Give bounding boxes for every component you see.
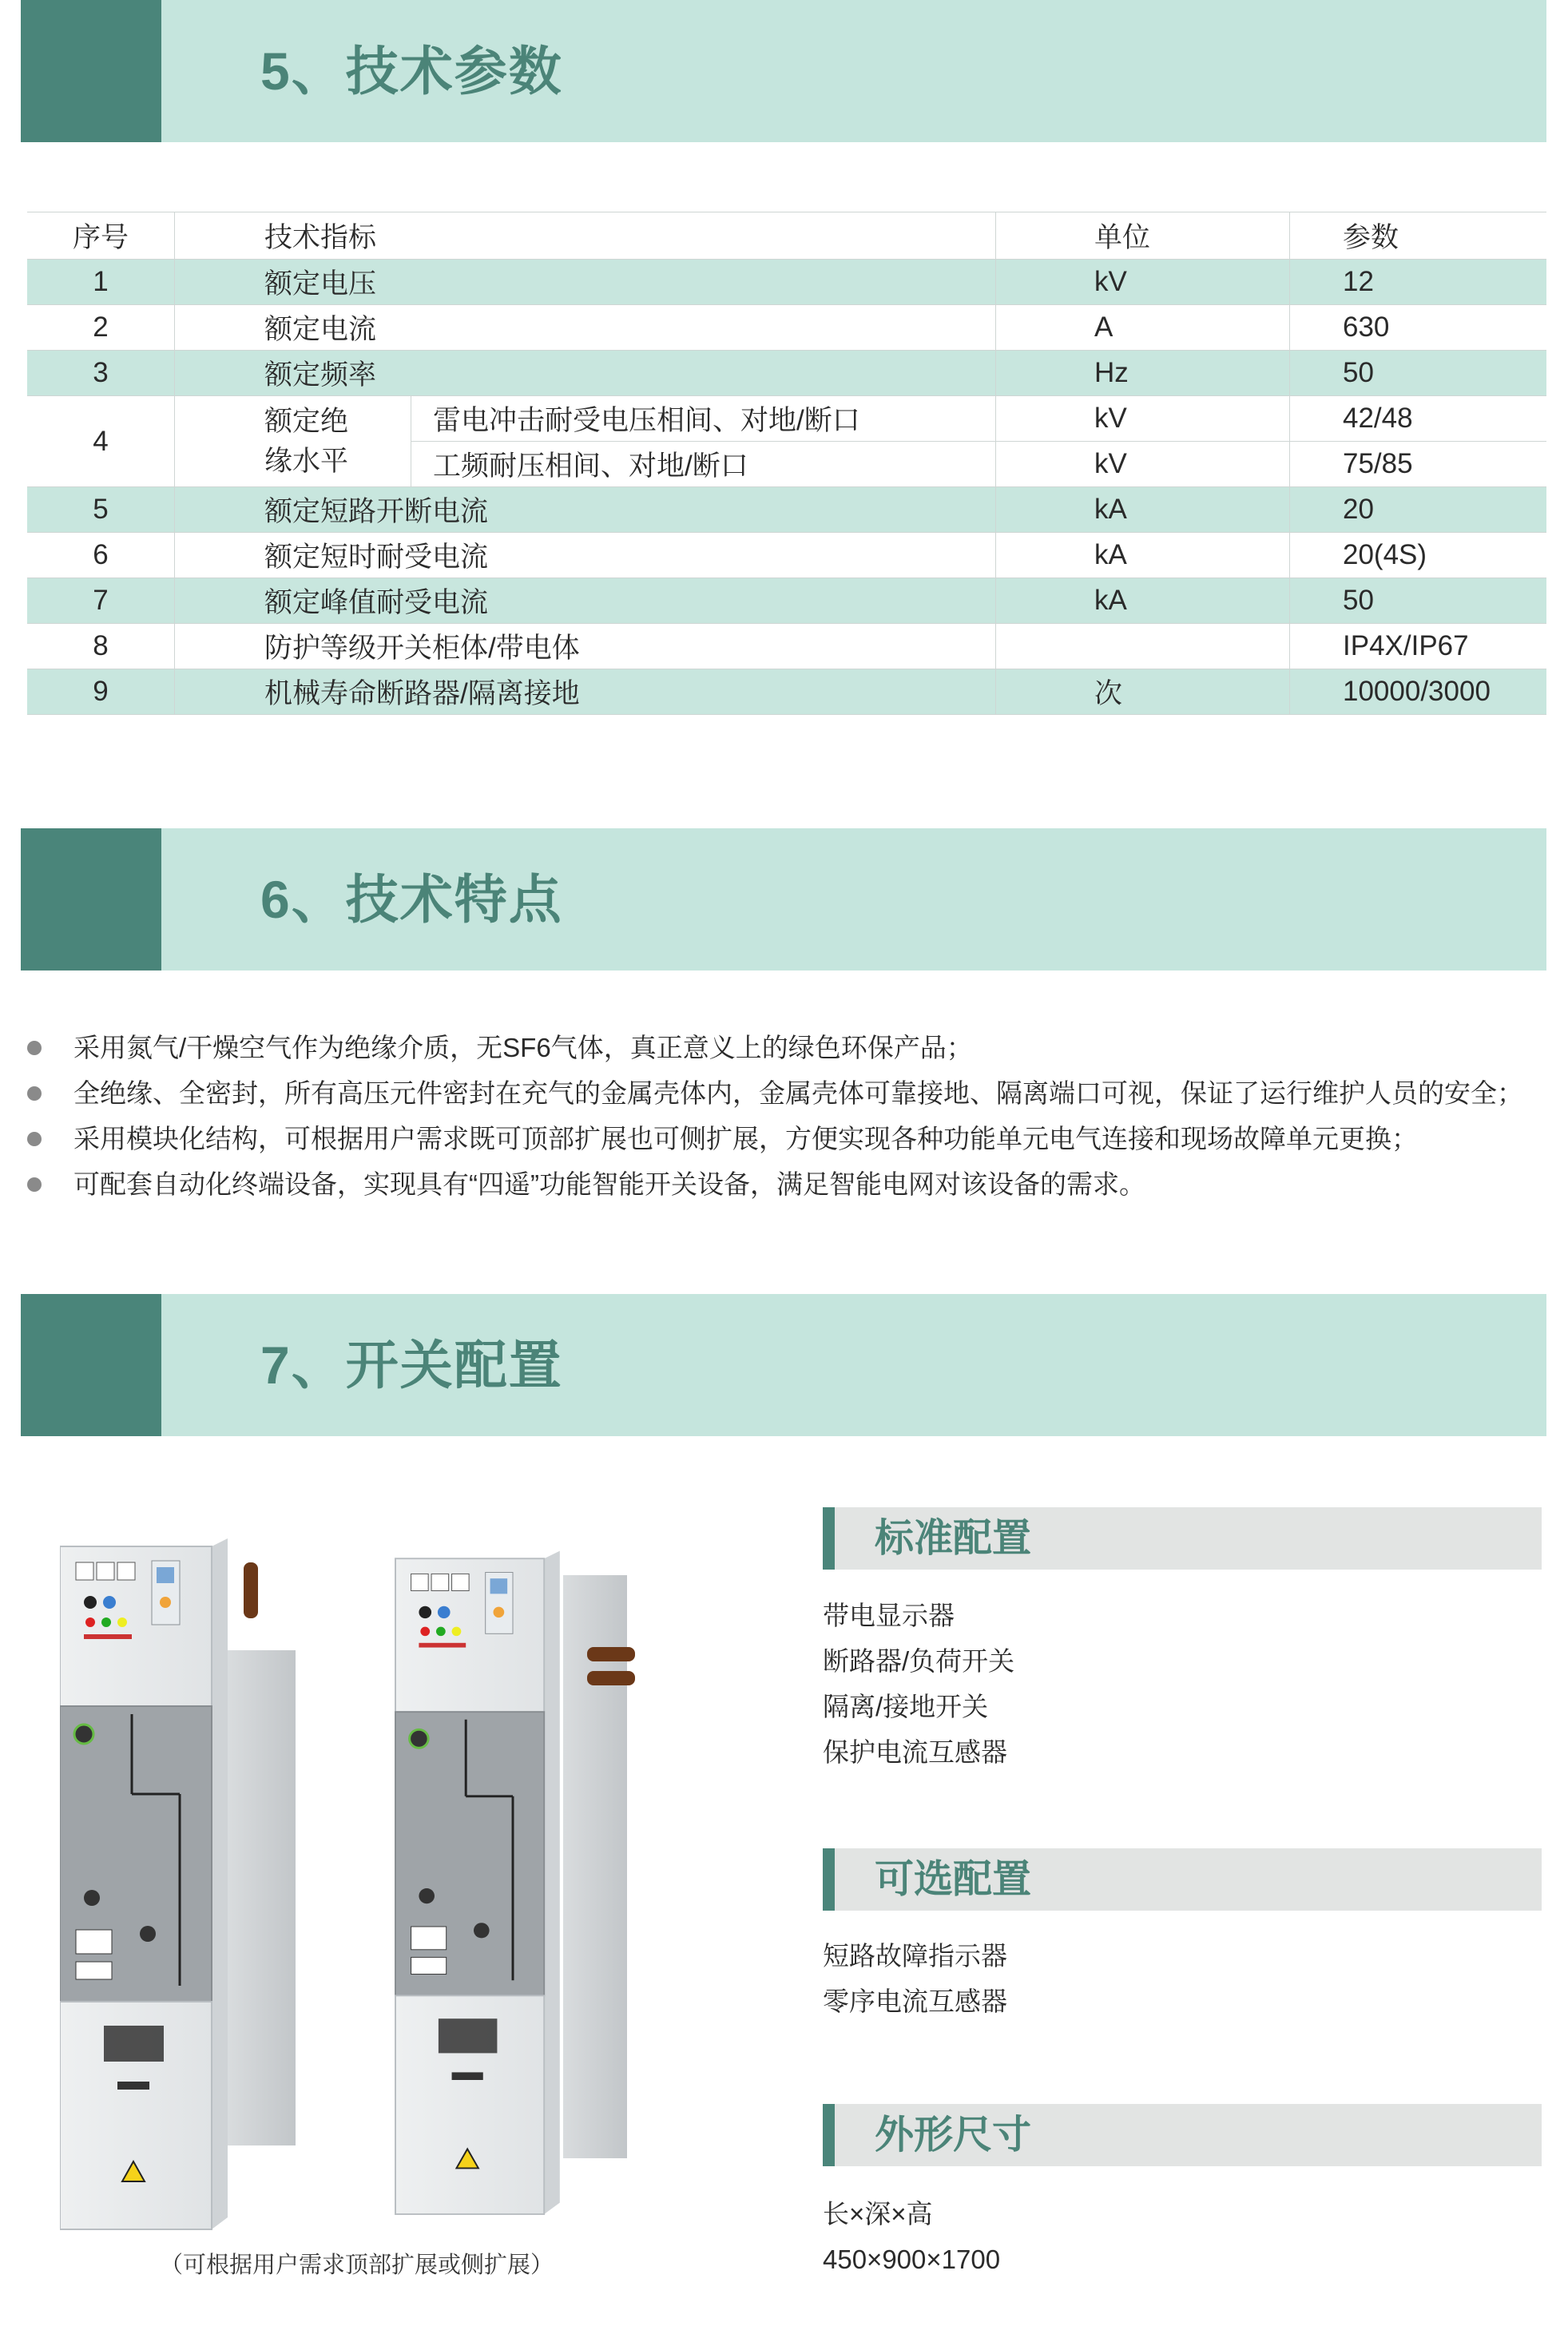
dimensions-title: 外形尺寸 (875, 2114, 1032, 2157)
optional-config-title: 可选配置 (875, 1858, 1032, 1901)
header-accent-block (21, 0, 161, 142)
row-unit: kV (996, 260, 1290, 305)
list-item (27, 1116, 1553, 1161)
section-7-title: 7、开关配置 (260, 1336, 563, 1395)
row-value: 50 (1290, 578, 1547, 624)
table-row (27, 487, 1546, 533)
row-value: 75/85 (1290, 442, 1547, 487)
table-row (27, 533, 1546, 578)
tech-params-table (27, 212, 1546, 715)
row-value: 20(4S) (1290, 533, 1547, 578)
dimensions-header (823, 2104, 1542, 2166)
feature-text: 采用模块化结构，可根据用户需求既可顶部扩展也可侧扩展，方便实现各种功能单元电气连接和现场故障单元更换； (73, 1124, 1418, 1153)
image-caption: （可根据用户需求顶部扩展或侧扩展） (160, 2253, 554, 2278)
dimensions-value: 450×900×1700 (823, 2245, 1001, 2274)
insulation-label-line2: 缘水平 (264, 445, 349, 477)
standard-config-list (823, 1593, 1014, 1775)
row-indicator-insulation (175, 396, 411, 487)
row-indicator: 额定短路开断电流 (175, 487, 996, 533)
standard-config-title: 标准配置 (875, 1517, 1032, 1560)
section-5-title: 5、技术参数 (260, 42, 563, 101)
table-row (27, 351, 1546, 396)
row-unit: Hz (996, 351, 1290, 396)
row-no: 5 (27, 487, 175, 533)
row-indicator: 额定峰值耐受电流 (175, 578, 996, 624)
row-unit: kV (996, 396, 1290, 442)
section-7-header (21, 1294, 1546, 1436)
dimensions-list (823, 2191, 1000, 2282)
row-no: 3 (27, 351, 175, 396)
switchgear-cabinets-image (60, 1519, 683, 2230)
dimensions-label: 长×深×高 (823, 2199, 933, 2229)
feature-text: 全绝缘、全密封，所有高压元件密封在充气的金属壳体内，金属壳体可靠接地、隔离端口可视，保证了运行维护人员的安全； (73, 1078, 1523, 1108)
row-indicator: 机械寿命断路器/隔离接地 (175, 669, 996, 715)
row-unit: kA (996, 578, 1290, 624)
header-value: 参数 (1290, 212, 1547, 260)
table-row (27, 305, 1546, 351)
row-unit: 次 (996, 669, 1290, 715)
list-item: 保护电流互感器 (823, 1737, 1007, 1767)
list-item (27, 1161, 1553, 1207)
standard-config-header (823, 1507, 1542, 1570)
row-no: 7 (27, 578, 175, 624)
row-no: 4 (27, 396, 175, 487)
table-row (27, 260, 1546, 305)
header-no: 序号 (27, 212, 175, 260)
row-unit: kV (996, 442, 1290, 487)
list-item: 断路器/负荷开关 (823, 1646, 1015, 1676)
header-accent-block (21, 828, 161, 970)
section-6-title: 6、技术特点 (260, 870, 563, 929)
row-value: 630 (1290, 305, 1547, 351)
list-item: 短路故障指示器 (823, 1941, 1007, 1971)
optional-config-list (823, 1933, 1007, 2024)
row-value: 20 (1290, 487, 1547, 533)
row-no: 9 (27, 669, 175, 715)
row-no: 6 (27, 533, 175, 578)
row-unit: A (996, 305, 1290, 351)
section-6-header (21, 828, 1546, 970)
list-item: 带电显示器 (823, 1601, 955, 1630)
config-accent-bar (823, 1507, 835, 1570)
bullet-icon (27, 1041, 42, 1055)
list-item (27, 1070, 1553, 1116)
bullet-icon (27, 1177, 42, 1192)
bullet-icon (27, 1086, 42, 1101)
table-row (27, 624, 1546, 669)
list-item (27, 1025, 1553, 1070)
row-value: IP4X/IP67 (1290, 624, 1547, 669)
row-value: 42/48 (1290, 396, 1547, 442)
row-sub-indicator: 雷电冲击耐受电压相间、对地/断口 (411, 396, 996, 442)
table-row (27, 578, 1546, 624)
row-value: 50 (1290, 351, 1547, 396)
row-value: 10000/3000 (1290, 669, 1547, 715)
section-5-header (21, 0, 1546, 142)
header-accent-block (21, 1294, 161, 1436)
table-row (27, 396, 1546, 442)
row-value: 12 (1290, 260, 1547, 305)
row-indicator: 防护等级开关柜体/带电体 (175, 624, 996, 669)
list-item: 隔离/接地开关 (823, 1692, 989, 1721)
features-list (27, 1025, 1553, 1207)
row-no: 2 (27, 305, 175, 351)
table-row (27, 669, 1546, 715)
row-indicator: 额定电流 (175, 305, 996, 351)
optional-config-header (823, 1848, 1542, 1911)
row-unit (996, 624, 1290, 669)
header-indicator: 技术指标 (175, 212, 996, 260)
insulation-label-line1: 额定绝 (264, 405, 349, 437)
list-item: 零序电流互感器 (823, 1987, 1007, 2016)
bullet-icon (27, 1132, 42, 1146)
row-indicator: 额定频率 (175, 351, 996, 396)
feature-text: 可配套自动化终端设备，实现具有“四遥”功能智能开关设备，满足智能电网对该设备的需求。 (73, 1169, 1145, 1199)
header-unit: 单位 (996, 212, 1290, 260)
config-accent-bar (823, 1848, 835, 1911)
feature-text: 采用氮气/干燥空气作为绝缘介质，无SF6气体，真正意义上的绿色环保产品； (73, 1033, 973, 1062)
table-header-row (27, 212, 1546, 260)
row-indicator: 额定短时耐受电流 (175, 533, 996, 578)
row-indicator: 额定电压 (175, 260, 996, 305)
row-no: 8 (27, 624, 175, 669)
row-unit: kA (996, 533, 1290, 578)
switchgear-illustration (60, 1519, 683, 2230)
row-sub-indicator: 工频耐压相间、对地/断口 (411, 442, 996, 487)
config-accent-bar (823, 2104, 835, 2166)
row-no: 1 (27, 260, 175, 305)
row-unit: kA (996, 487, 1290, 533)
